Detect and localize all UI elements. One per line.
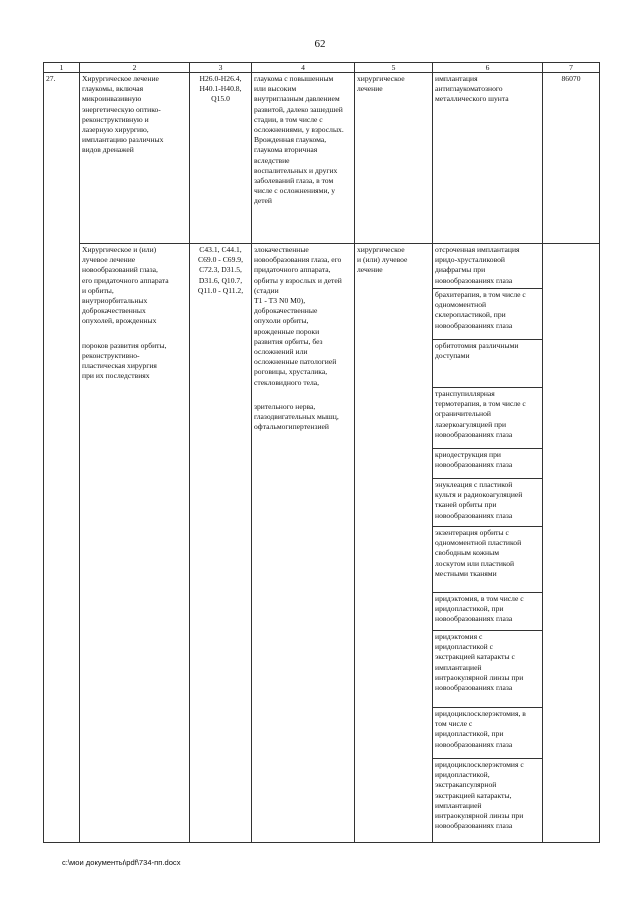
row-code — [543, 244, 600, 843]
icd-codes: C43.1, C44.1, C69.0 - C69.9, C72.3, D31.5, D31.6, Q10.7, Q11.0 - Q11.2, — [190, 244, 252, 843]
col-header-7: 7 — [543, 63, 600, 73]
page-number: 62 — [314, 38, 326, 50]
treatment-method: транспупиллярная термотерапия, в том числе с ограничительной лазеркоагуляцией при новообразованиях глаза — [433, 388, 543, 449]
treatment-method: отсроченная имплантация иридо-хрусталиковой диафрагмы при новообразованиях глаза — [433, 244, 543, 289]
col-header-4: 4 — [252, 63, 355, 73]
col-header-6: 6 — [433, 63, 543, 73]
file-path-footer: c:\мои документы\pdf\734-пп.docx — [62, 858, 181, 867]
treatment-method: экзентерация орбиты с одномоментной пластикой свободным кожным лоскутом или пластикой местными тканями — [433, 527, 543, 593]
treatment-type: хирургическое и (или) лучевое лечение — [355, 244, 433, 843]
col-header-3: 3 — [190, 63, 252, 73]
treatment-method: орбитотомия различными доступами — [433, 340, 543, 388]
treatment-method: имплантация антиглаукоматозного металлического шунта — [433, 73, 543, 244]
col-header-1: 1 — [44, 63, 80, 73]
treatment-type: хирургическое лечение — [355, 73, 433, 244]
row-code: 86070 — [543, 73, 600, 244]
treatment-method: иридоциклосклерэктомия, в том числе с иридопластикой, при новообразованиях глаза — [433, 708, 543, 759]
icd-codes: H26.0-H26.4, H40.1-H40.8, Q15.0 — [190, 73, 252, 244]
header-row — [44, 63, 600, 73]
row-number: 27. — [44, 73, 80, 843]
procedure-name: Хирургическое лечение глаукомы, включая микроинвазивную энергетическую оптико- реконструктивную и лазерную хирургию, имплантацию различных видов дренажей — [80, 73, 190, 244]
col-header-2: 2 — [80, 63, 190, 73]
treatment-method: брахитерапия, в том числе с одномоментной склеропластикой, при новообразованиях глаза — [433, 289, 543, 340]
col-header-5: 5 — [355, 63, 433, 73]
diagnosis: злокачественные новообразования глаза, его придаточного аппарата, орбиты у взрослых и детей (стадии T1 - T3 N0 M0), доброкачественные опухоли орбиты, врожденные пороки развития орбиты, без осложнений или осложненные патологией роговицы, хрусталика, стекловидного тела, зрительного нерва, глазодвигательных мышц, офтальмогипертензией — [252, 244, 355, 843]
procedures-table — [43, 62, 600, 843]
treatment-method: иридэктомия, в том числе с иридопластикой, при новообразованиях глаза — [433, 593, 543, 631]
treatment-method: иридоциклосклерэктомия с иридопластикой, экстракапсулярной экстракцией катаракты, имплантацией интраокулярной линзы при новообразованиях глаза — [433, 759, 543, 843]
diagnosis: глаукома с повышенным или высоким внутриглазным давлением развитой, далеко зашедшей стадии, в том числе с осложнениями, у взрослых. Врожденная глаукома, глаукома вторичная вследствие воспалительных и других заболеваний глаза, в том числе с осложнениями, у детей — [252, 73, 355, 244]
procedure-name: Хирургическое и (или) лучевое лечение новообразований глаза, его придаточного аппарата и орбиты, внутриорбитальных доброкачественных опухолей, врожденных пороков развития орбиты, реконструктивно- пластическая хирургия при их последствиях — [80, 244, 190, 843]
table-row — [44, 73, 600, 244]
treatment-method: энуклеация с пластикой культя и радиокоагуляцией тканей орбиты при новообразованиях глаза — [433, 479, 543, 527]
table-row — [44, 244, 600, 289]
treatment-method: криодеструкция при новообразованиях глаза — [433, 449, 543, 479]
treatment-method: иридэктомия с иридопластикой с экстракцией катаракты с имплантацией интраокулярной линзы при новообразованиях глаза — [433, 631, 543, 708]
